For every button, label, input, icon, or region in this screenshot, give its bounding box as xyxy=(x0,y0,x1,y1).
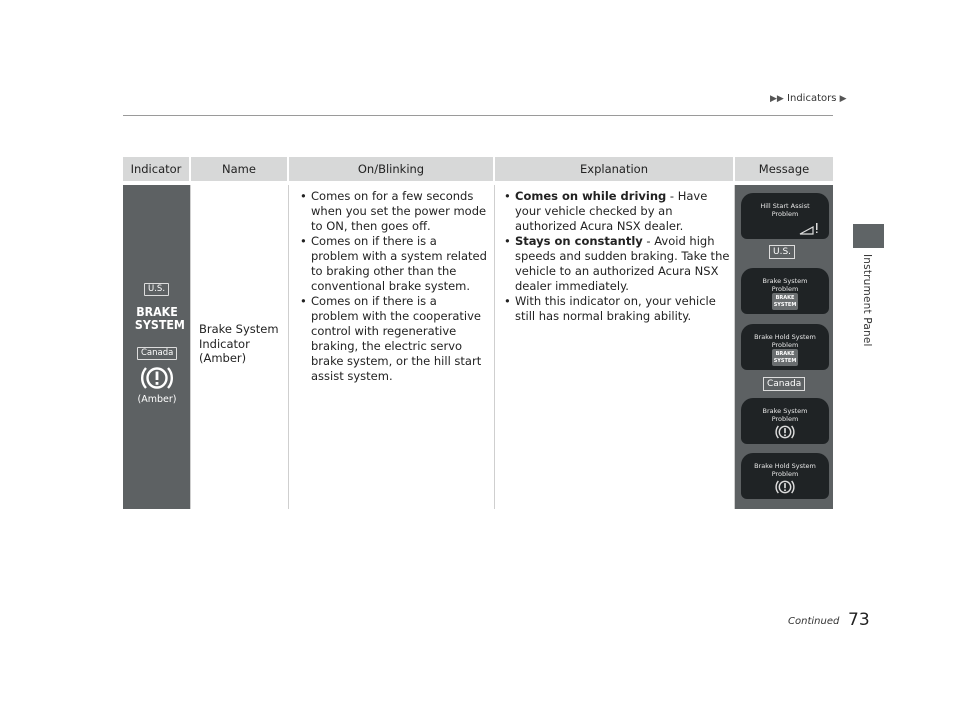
name-line: Brake System xyxy=(199,322,279,336)
header-rule xyxy=(123,115,833,116)
column-header-explanation: Explanation xyxy=(495,157,735,181)
message-screen-brake-system-us xyxy=(741,268,829,314)
icon-text: BRAKE xyxy=(775,294,795,301)
breadcrumb-label: Indicators xyxy=(787,93,837,104)
list-item xyxy=(503,234,730,294)
hill-start-icon xyxy=(799,221,823,235)
breadcrumb-arrow-icon: ▶ xyxy=(839,94,847,104)
table-row xyxy=(123,185,833,509)
screen-text: Brake Hold System xyxy=(754,333,816,341)
name-line: (Amber) xyxy=(199,351,247,365)
icon-text: SYSTEM xyxy=(773,357,797,364)
explanation-text: With this indicator on, your vehicle still has normal braking ability. xyxy=(515,294,716,323)
screen-text: Brake Hold System xyxy=(754,462,816,470)
brake-warning-small-icon xyxy=(774,423,796,441)
message-screen-brake-hold-canada xyxy=(741,453,829,499)
message-cell xyxy=(735,185,833,509)
page-number: 73 xyxy=(848,610,870,630)
screen-text: Brake System xyxy=(762,407,808,415)
brake-system-text-icon xyxy=(134,305,185,332)
indicator-cell xyxy=(123,185,191,509)
brake-system-small-icon xyxy=(772,293,798,310)
name-line: Indicator xyxy=(199,336,250,351)
table-header xyxy=(123,157,833,182)
message-screen-brake-hold-us xyxy=(741,324,829,370)
column-header-on-blinking: On/Blinking xyxy=(289,157,495,181)
column-header-indicator: Indicator xyxy=(123,157,191,181)
brake-system-small-icon xyxy=(772,349,798,366)
explanation-text: - Have your vehicle checked by an authorized Acura NSX dealer. xyxy=(515,189,708,233)
column-header-message: Message xyxy=(758,162,810,176)
message-screen-hill-start xyxy=(741,193,829,239)
list-item xyxy=(503,294,730,324)
screen-text: Problem xyxy=(771,285,799,293)
breadcrumb xyxy=(770,93,847,104)
explanation-bold: Comes on while driving xyxy=(515,189,667,203)
screen-text: Problem xyxy=(771,210,799,218)
us-badge: U.S. xyxy=(769,245,795,259)
list-item: • Comes on for a few seconds when you set the power mode to ON, then goes off. xyxy=(299,189,488,234)
brake-text-line1: BRAKE xyxy=(136,305,178,319)
list-item xyxy=(503,189,730,234)
list-item: • Comes on if there is a problem with a system related to braking other than the conventional brake system. xyxy=(299,234,488,294)
explanation-cell xyxy=(495,185,735,509)
us-badge: U.S. xyxy=(144,283,169,296)
screen-text: Problem xyxy=(771,341,799,349)
screen-text: Problem xyxy=(771,415,799,423)
brake-text-line2: SYSTEM xyxy=(134,318,185,332)
column-header-name: Name xyxy=(191,157,289,181)
amber-note: (Amber) xyxy=(137,394,177,405)
continued-label: Continued xyxy=(788,616,840,627)
message-screen-brake-system-canada xyxy=(741,398,829,444)
breadcrumb-arrow-icon: ▶▶ xyxy=(770,94,784,104)
name-cell xyxy=(191,185,289,509)
indicator-table xyxy=(123,157,833,509)
canada-badge: Canada xyxy=(137,347,177,360)
section-tab-label: Instrument Panel xyxy=(861,254,873,347)
explanation-bold: Stays on constantly xyxy=(515,234,643,248)
brake-warning-icon xyxy=(140,363,174,393)
list-item: • Comes on if there is a problem with the cooperative control with regenerative braking, the electric servo brake system, or the hill start assist system. xyxy=(299,294,488,384)
icon-text: SYSTEM xyxy=(773,301,797,308)
explanation-text: - Avoid high speeds and sudden braking. Take the vehicle to an authorized Acura NSX dealer immediately. xyxy=(515,234,730,293)
icon-text: BRAKE xyxy=(775,350,795,357)
canada-badge: Canada xyxy=(763,377,805,391)
screen-text: Problem xyxy=(771,470,799,478)
on-blinking-cell xyxy=(289,185,495,509)
section-tab-marker xyxy=(853,224,884,248)
screen-text: Hill Start Assist xyxy=(760,202,810,210)
screen-text: Brake System xyxy=(762,277,808,285)
brake-warning-small-icon xyxy=(774,478,796,496)
